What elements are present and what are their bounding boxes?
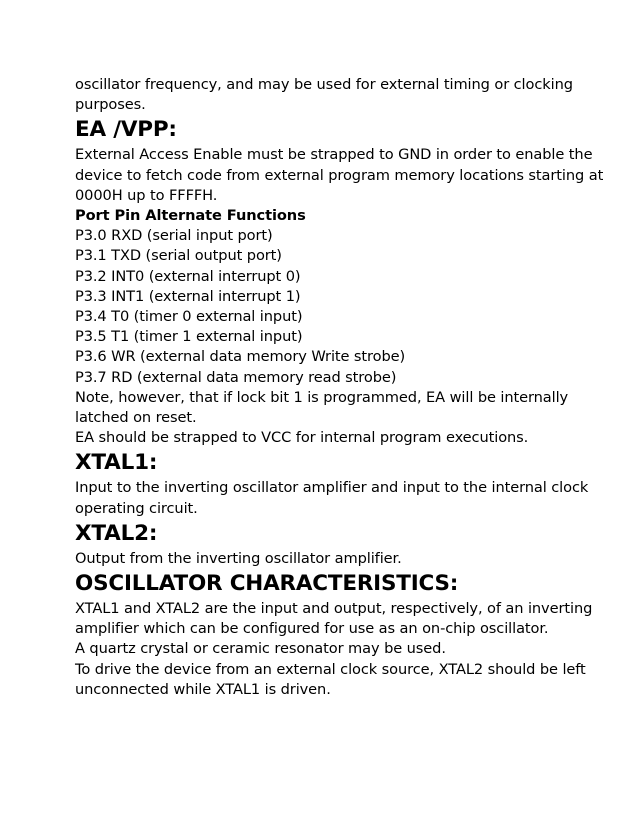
oscillator-description-1: XTAL1 and XTAL2 are the input and output, respectively, of an inverting amplifier which can be configured for use as an on-chip oscillator. — [75, 600, 593, 638]
ea-vcc-note: EA should be strapped to VCC for internal program executions. — [75, 429, 529, 447]
port-pin-item-p37: P3.7 RD (external data memory read strobe) — [75, 368, 397, 386]
port-pin-item-p36: P3.6 WR (external data memory Write strobe) — [75, 348, 406, 366]
lock-bit-note: Note, however, that if lock bit 1 is programmed, EA will be internally latched on reset. — [75, 388, 569, 427]
ea-vpp-description: External Access Enable must be strapped to GND in order to enable the device to fetch code from external program memory locations starting at 0000H up to FFFFH. — [75, 146, 604, 204]
port-pin-item-p34: P3.4 T0 (timer 0 external input) — [75, 308, 303, 326]
xtal2-heading: XTAL2: — [75, 520, 158, 546]
oscillator-characteristics-heading: OSCILLATOR CHARACTERISTICS: — [75, 571, 459, 597]
oscillator-description-2: A quartz crystal or ceramic resonator may be used. — [75, 640, 446, 658]
port-pin-item-p32: P3.2 INT0 (external interrupt 0) — [75, 267, 301, 285]
port-pin-heading: Port Pin Alternate Functions — [75, 207, 306, 225]
intro-paragraph: oscillator frequency, and may be used for external timing or clocking purposes. — [75, 76, 573, 114]
xtal1-heading: XTAL1: — [75, 450, 158, 476]
xtal2-description: Output from the inverting oscillator amplifier. — [75, 549, 402, 567]
ea-vpp-heading: EA /VPP: — [75, 117, 177, 143]
xtal1-description: Input to the inverting oscillator amplifier and input to the internal clock operating circuit. — [75, 479, 589, 517]
port-pin-item-p35: P3.5 T1 (timer 1 external input) — [75, 328, 303, 346]
document-page — [75, 75, 615, 700]
port-pin-item-p31: P3.1 TXD (serial output port) — [75, 247, 282, 265]
port-pin-item-p33: P3.3 INT1 (external interrupt 1) — [75, 287, 301, 305]
oscillator-description-3: To drive the device from an external clock source, XTAL2 should be left unconnected while XTAL1 is driven. — [75, 660, 586, 698]
port-pin-item-p30: P3.0 RXD (serial input port) — [75, 227, 273, 245]
